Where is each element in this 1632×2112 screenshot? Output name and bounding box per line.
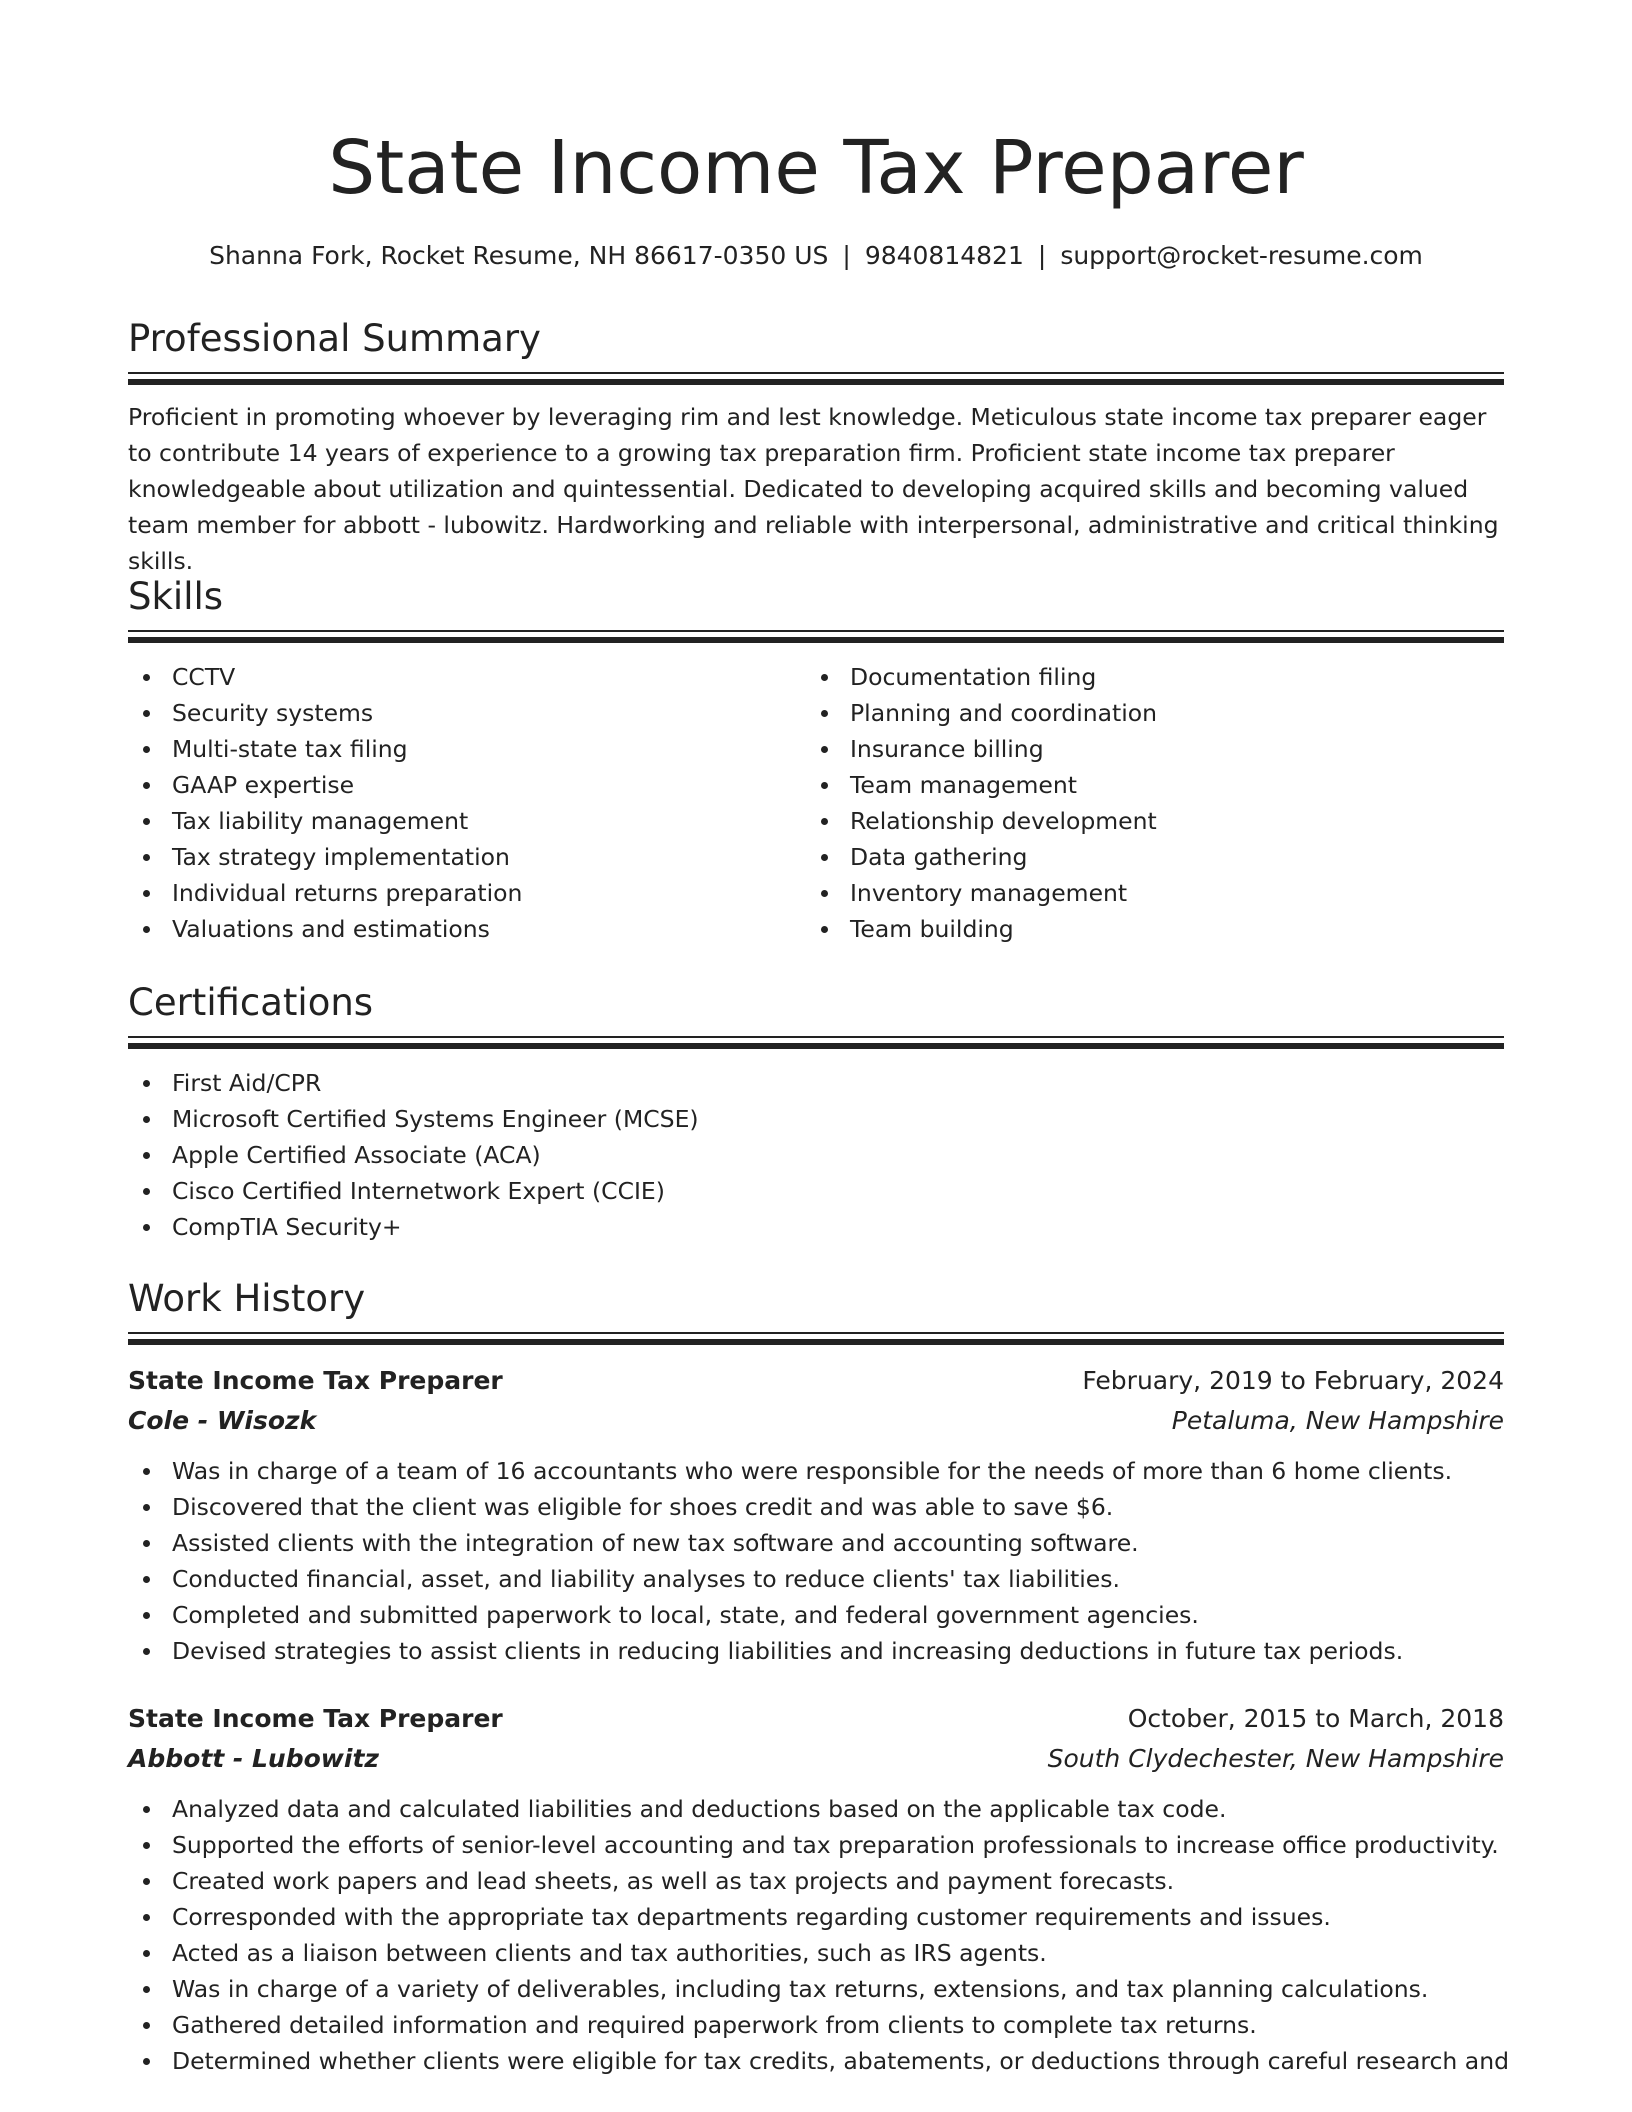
certification-item: First Aid/CPR (128, 1065, 1504, 1101)
job-location: Petaluma, New Hampshire (1171, 1406, 1504, 1435)
job-bullet: Was in charge of a team of 16 accountants who were responsible for the needs of more than 6 home clients. (128, 1453, 1504, 1489)
job-header-row (128, 1361, 1504, 1401)
skills-column-left (128, 659, 806, 947)
skill-item: Data gathering (806, 839, 1484, 875)
job-bullet-list (128, 1791, 1510, 2079)
job-bullet: Acted as a liaison between clients and tax authorities, such as IRS agents. (128, 1935, 1504, 1971)
job-bullet: Gathered detailed information and required paperwork from clients to complete tax returns. (128, 2007, 1504, 2043)
job-header-row (128, 1699, 1504, 1739)
job-location: South Clydechester, New Hampshire (1047, 1744, 1504, 1773)
certification-item: Microsoft Certified Systems Engineer (MCSE) (128, 1101, 1504, 1137)
job-bullet: Was in charge of a variety of deliverables, including tax returns, extensions, and tax planning calculations. (128, 1971, 1504, 2007)
job-bullet: Conducted financial, asset, and liability analyses to reduce clients' tax liabilities. (128, 1561, 1504, 1597)
job-title: State Income Tax Preparer (128, 1366, 503, 1395)
skill-item: CCTV (128, 659, 806, 695)
contact-separator: | (842, 241, 851, 270)
certifications-list (128, 1065, 1504, 1245)
section-heading-skills: Skills (128, 575, 224, 618)
section-heading-certifications: Certifications (128, 981, 374, 1024)
job-bullet: Created work papers and lead sheets, as well as tax projects and payment forecasts. (128, 1863, 1504, 1899)
certification-item: CompTIA Security+ (128, 1209, 1504, 1245)
skill-item: Team management (806, 767, 1484, 803)
contact-separator: | (1037, 241, 1047, 270)
work-history-section (128, 1274, 1510, 2079)
skill-item: Individual returns preparation (128, 875, 806, 911)
job-entry (128, 1361, 1504, 1669)
skill-item: Valuations and estimations (128, 911, 806, 947)
job-bullet: Supported the efforts of senior-level accounting and tax preparation professionals to increase office productivity. (128, 1827, 1504, 1863)
skills-grid (128, 659, 1504, 947)
skill-item: Planning and coordination (806, 695, 1484, 731)
job-bullet-list (128, 1453, 1504, 1669)
summary-text: Proficient in promoting whoever by leveraging rim and lest knowledge. Meticulous state income tax preparer eager to contribute 14 years of experience to a growing tax preparation firm. Proficient state income tax preparer knowledgeable about utilization and quintessential. Dedicated to developing acquired skills and becoming valued team member for abbott - lubowitz. Hardworking and reliable with interpersonal, administrative and critical thinking skills. (128, 403, 1499, 575)
job-bullet: Devised strategies to assist clients in reducing liabilities and increasing deductions in future tax periods. (128, 1633, 1504, 1669)
section-heading-work-history: Work History (128, 1277, 366, 1320)
skill-item: Inventory management (806, 875, 1484, 911)
summary-section (128, 314, 1504, 579)
job-company: Cole - Wisozk (128, 1406, 317, 1435)
skill-item: Multi-state tax filing (128, 731, 806, 767)
job-bullet: Discovered that the client was eligible for shoes credit and was able to save $6. (128, 1489, 1504, 1525)
job-entry (128, 1699, 1510, 2079)
skills-column-right (806, 659, 1484, 947)
job-bullet: Corresponded with the appropriate tax departments regarding customer requirements and issues. (128, 1899, 1504, 1935)
skill-item: Documentation filing (806, 659, 1484, 695)
contact-email: support@rocket-resume.com (1060, 241, 1423, 270)
section-heading-summary: Professional Summary (128, 317, 541, 360)
skill-item: GAAP expertise (128, 767, 806, 803)
certifications-section (128, 978, 1504, 1245)
skills-section (128, 572, 1504, 947)
section-divider (128, 1332, 1504, 1345)
job-title: State Income Tax Preparer (128, 1704, 503, 1733)
job-dates: October, 2015 to March, 2018 (1127, 1704, 1504, 1733)
job-bullet: Assisted clients with the integration of new tax software and accounting software. (128, 1525, 1504, 1561)
job-company-row (128, 1401, 1504, 1441)
contact-line (128, 236, 1504, 276)
skill-item: Insurance billing (806, 731, 1484, 767)
job-company: Abbott - Lubowitz (128, 1744, 379, 1773)
resume-title: State Income Tax Preparer (328, 125, 1304, 211)
certification-item: Cisco Certified Internetwork Expert (CCIE) (128, 1173, 1504, 1209)
job-bullet: Determined whether clients were eligible for tax credits, abatements, or deductions through careful research and (128, 2043, 1504, 2079)
job-bullet: Analyzed data and calculated liabilities and deductions based on the applicable tax code. (128, 1791, 1504, 1827)
section-divider (128, 630, 1504, 643)
skill-item: Security systems (128, 695, 806, 731)
section-divider (128, 1036, 1504, 1049)
skill-item: Tax liability management (128, 803, 806, 839)
section-divider (128, 372, 1504, 385)
job-dates: February, 2019 to February, 2024 (1082, 1366, 1504, 1395)
contact-phone: 9840814821 (864, 241, 1024, 270)
skill-item: Relationship development (806, 803, 1484, 839)
contact-address: Shanna Fork, Rocket Resume, NH 86617-0350 US (209, 241, 829, 270)
skill-item: Team building (806, 911, 1484, 947)
certification-item: Apple Certified Associate (ACA) (128, 1137, 1504, 1173)
job-bullet: Completed and submitted paperwork to local, state, and federal government agencies. (128, 1597, 1504, 1633)
job-company-row (128, 1739, 1504, 1779)
skill-item: Tax strategy implementation (128, 839, 806, 875)
